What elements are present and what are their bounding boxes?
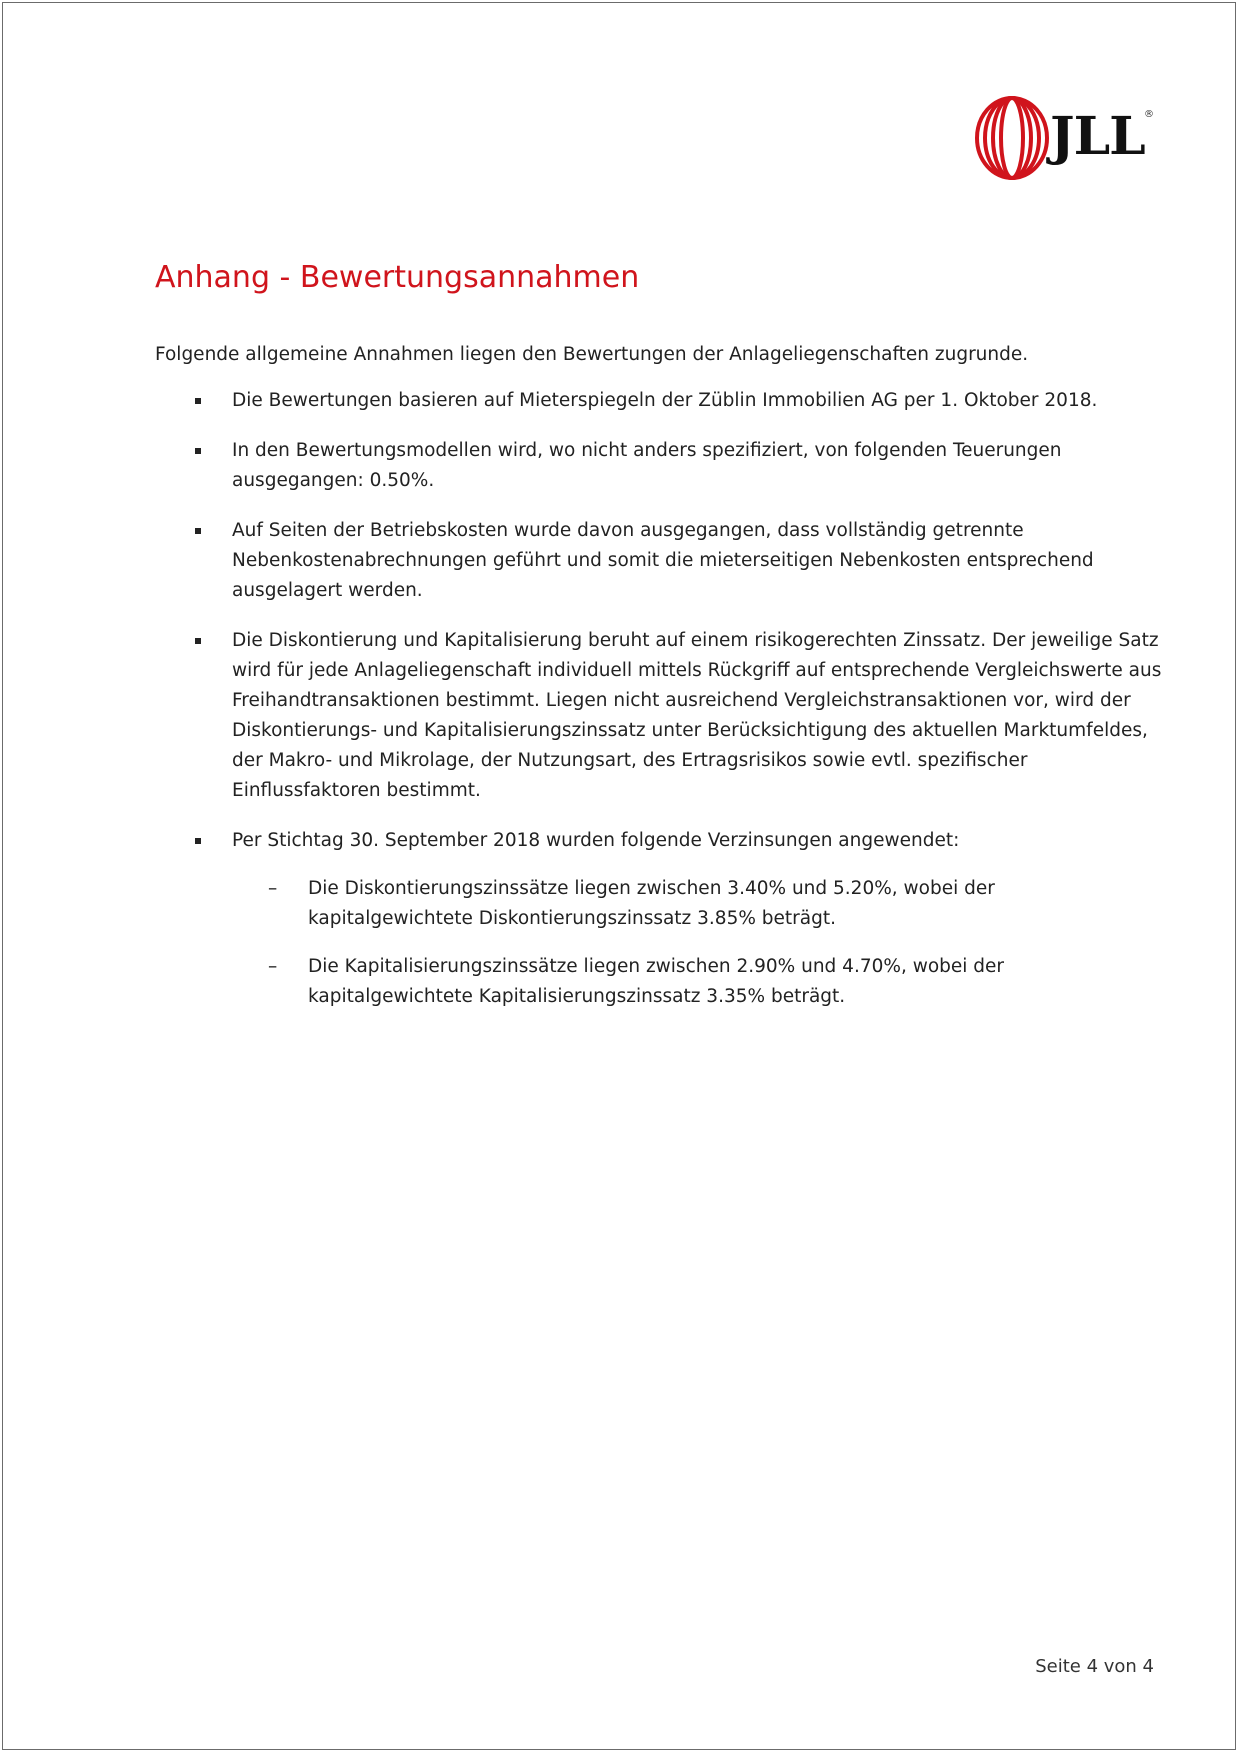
list-item [192, 436, 1162, 496]
sub-list-item-text: Die Diskontierungszinssätze liegen zwischen 3.40% und 5.20%, wobei der kapitalgewichtete Diskontierungszinssatz 3.85% beträgt. [308, 878, 995, 929]
jll-rings-icon [974, 95, 1050, 181]
sub-list-item-text: Die Kapitalisierungszinssätze liegen zwischen 2.90% und 4.70%, wobei der kapitalgewichtete Kapitalisierungszinssatz 3.35% beträgt. [308, 956, 1005, 1007]
jll-logo [974, 95, 1158, 181]
page-title: Anhang - Bewertungsannahmen [155, 260, 640, 295]
list-item-text: In den Bewertungsmodellen wird, wo nicht anders spezifiziert, von folgenden Teuerungen ausgegangen: 0.50%. [232, 440, 1062, 491]
dash-bullet-icon: – [268, 956, 278, 977]
square-bullet-icon [195, 448, 201, 454]
list-item-text: Die Bewertungen basieren auf Mieterspiegeln der Züblin Immobilien AG per 1. Oktober 2018. [232, 390, 1098, 411]
registered-mark: ® [1144, 109, 1154, 120]
list-item [192, 626, 1162, 806]
sub-list-item [232, 874, 1162, 934]
list-item-text: Per Stichtag 30. September 2018 wurden folgende Verzinsungen angewendet: [232, 830, 960, 851]
square-bullet-icon [195, 638, 201, 644]
interest-rates-sublist [232, 874, 1162, 1012]
intro-paragraph: Folgende allgemeine Annahmen liegen den Bewertungen der Anlageliegenschaften zugrunde. [155, 344, 1029, 365]
dash-bullet-icon: – [268, 878, 278, 899]
square-bullet-icon [195, 398, 201, 404]
list-item-text: Auf Seiten der Betriebskosten wurde davon ausgegangen, dass vollständig getrennte Nebenkostenabrechnungen geführt und somit die mieterseitigen Nebenkosten entsprechend ausgelagert werden. [232, 520, 1094, 601]
sub-list-item [232, 952, 1162, 1012]
list-item [192, 826, 1162, 1012]
square-bullet-icon [195, 528, 201, 534]
page-number: Seite 4 von 4 [1035, 1656, 1154, 1677]
square-bullet-icon [195, 838, 201, 844]
list-item-text: Die Diskontierung und Kapitalisierung beruht auf einem risikogerechten Zinssatz. Der jeweilige Satz wird für jede Anlageliegenschaft individuell mittels Rückgriff auf entsprechende Vergleichswerte aus Freihandtransaktionen bestimmt. Liegen nicht ausreichend Vergleichstransaktionen vor, wird der Diskontierungs- und Kapitalisierungszinssatz unter Berücksichtigung des aktuellen Marktumfeldes, der Makro- und Mikrolage, der Nutzungsart, des Ertragsrisikos sowie evtl. spezifischer Einflussfaktoren bestimmt. [232, 630, 1162, 801]
logo-wordmark: JLL [1050, 106, 1145, 167]
list-item [192, 386, 1162, 416]
list-item [192, 516, 1162, 606]
assumptions-list [192, 386, 1162, 1032]
